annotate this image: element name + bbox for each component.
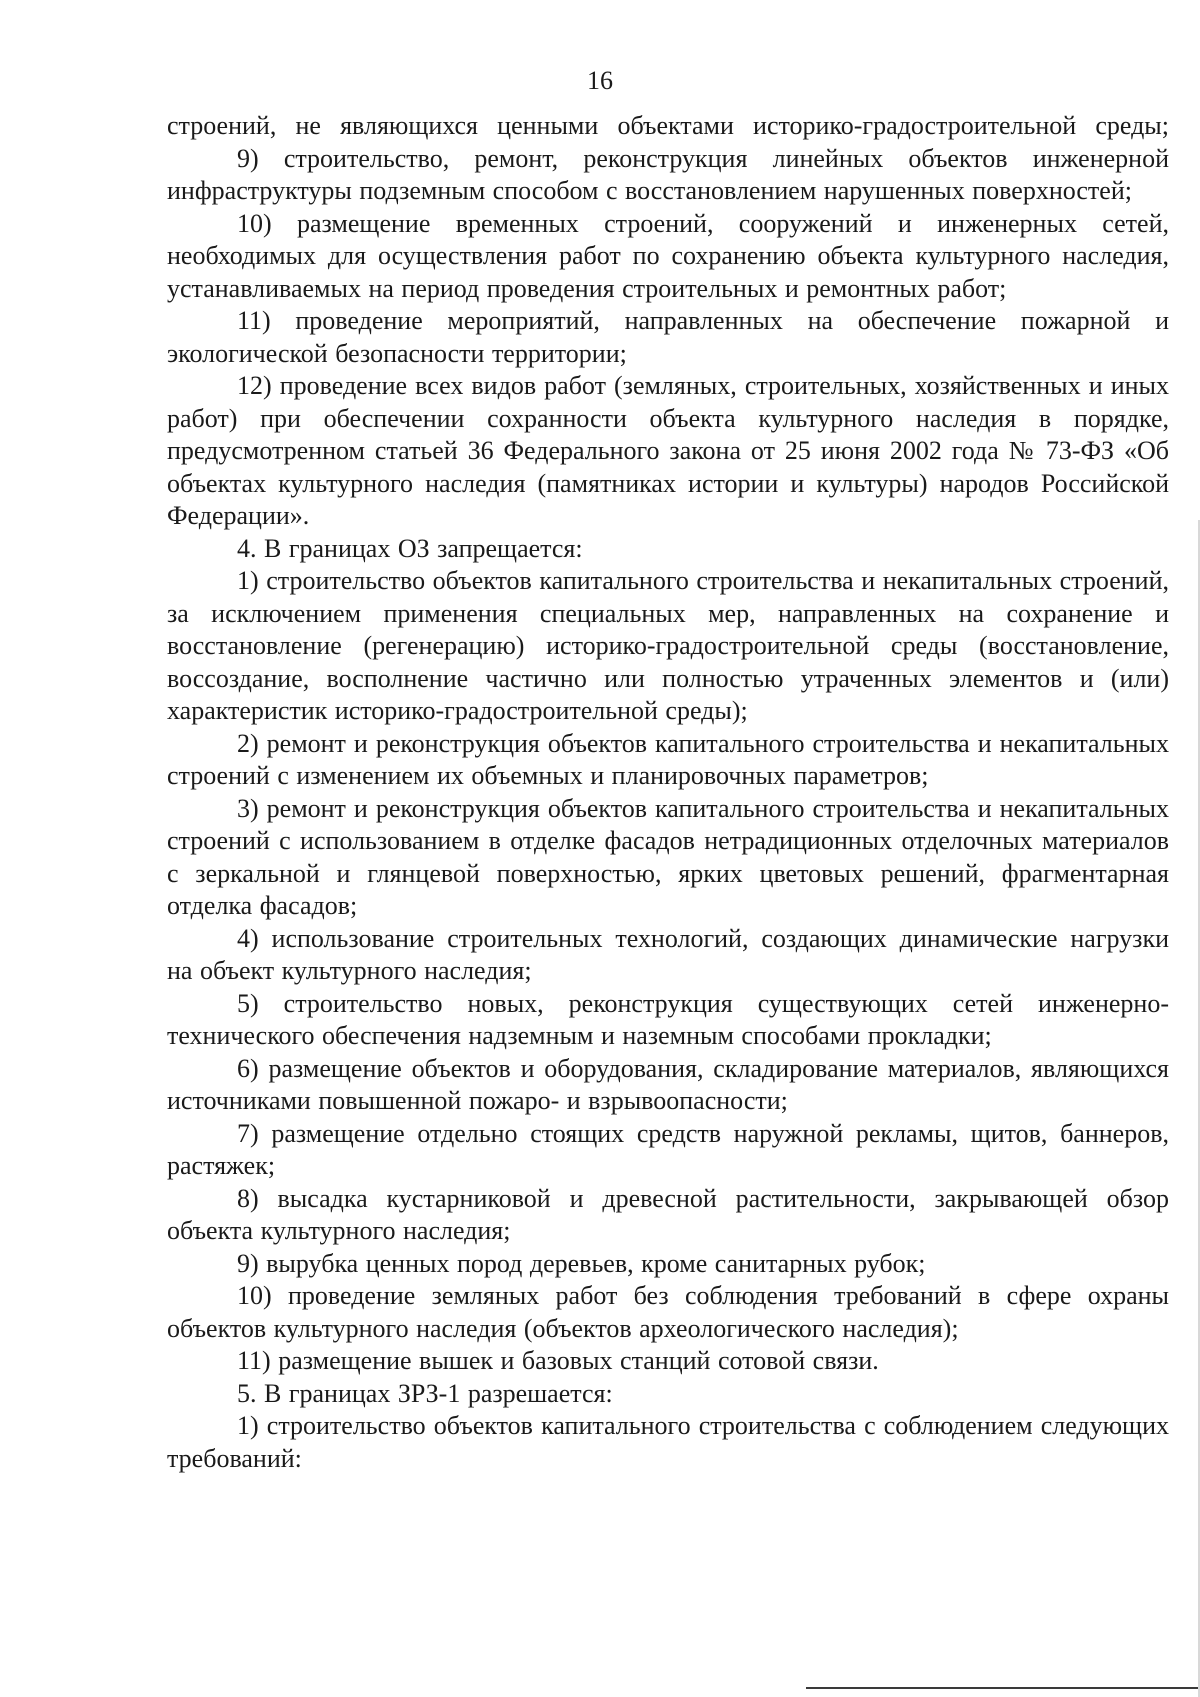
paragraph-item-12: 12) проведение всех видов работ (земляных, строительных, хозяйственных и иных работ) при обеспечении сохранности объекта культурного наследия в порядке, предусмотренном статьей 36 Федерального закона от 25 июня 2002 года № 73-ФЗ «Об объектах культурного наследия (памятниках истории и культуры) народов Российской Федерации». — [167, 371, 1169, 530]
paragraph-prohibition-2: 2) ремонт и реконструкция объектов капитального строительства и некапитальных строений с изменением их объемных и планировочных параметров; — [167, 728, 1169, 790]
section-heading-5: 5. В границах ЗРЗ-1 разрешается: — [237, 1378, 613, 1408]
paragraph-item-10: 10) размещение временных строений, сооружений и инженерных сетей, необходимых для осуществления работ по сохранению объекта культурного наследия, устанавливаемых на период проведения строительных и ремонтных работ; — [167, 208, 1169, 303]
page-number: 16 — [587, 66, 613, 95]
paragraph-permission-1: 1) строительство объектов капитального строительства с соблюдением следующих требований: — [167, 1411, 1169, 1473]
paragraph-prohibition-5: 5) строительство новых, реконструкция существующих сетей инженерно-технического обеспечения надземным и наземным способами прокладки; — [167, 988, 1169, 1050]
paragraph-prohibition-6: 6) размещение объектов и оборудования, складирование материалов, являющихся источниками повышенной пожаро- и взрывоопасности; — [167, 1053, 1169, 1115]
section-heading-4: 4. В границах ОЗ запрещается: — [237, 533, 583, 563]
paragraph-prohibition-3: 3) ремонт и реконструкция объектов капитального строительства и некапитальных строений с использованием в отделке фасадов нетрадиционных отделочных материалов с зеркальной и глянцевой поверхностью, ярких цветовых решений, фрагментарная отделка фасадов; — [167, 793, 1169, 920]
paragraph-item-9: 9) строительство, ремонт, реконструкция линейных объектов инженерной инфраструктуры подземным способом с восстановлением нарушенных поверхностей; — [167, 143, 1169, 205]
paragraph-prohibition-1: 1) строительство объектов капитального строительства и некапитальных строений, за исключением применения специальных мер, направленных на сохранение и восстановление (регенерацию) историко-градостроительной среды (восстановление, воссоздание, восполнение частично или полностью утраченных элементов и (или) характеристик историко-градостроительной среды); — [167, 566, 1169, 725]
paragraph-continuation: строений, не являющихся ценными объектами историко-градостроительной среды; — [167, 111, 1169, 140]
paragraph-prohibition-9: 9) вырубка ценных пород деревьев, кроме санитарных рубок; — [237, 1248, 926, 1278]
paragraph-prohibition-7: 7) размещение отдельно стоящих средств наружной рекламы, щитов, баннеров, растяжек; — [167, 1118, 1169, 1180]
paragraph-prohibition-10: 10) проведение земляных работ без соблюдения требований в сфере охраны объектов культурного наследия (объектов археологического наследия); — [167, 1281, 1169, 1343]
paragraph-prohibition-11: 11) размещение вышек и базовых станций сотовой связи. — [237, 1346, 879, 1375]
document-body — [167, 110, 1169, 1475]
paragraph-prohibition-8: 8) высадка кустарниковой и древесной растительности, закрывающей обзор объекта культурного наследия; — [167, 1183, 1169, 1245]
scan-edge-line — [806, 1687, 1200, 1689]
paragraph-item-11: 11) проведение мероприятий, направленных на обеспечение пожарной и экологической безопасности территории; — [167, 306, 1169, 368]
paragraph-prohibition-4: 4) использование строительных технологий, создающих динамические нагрузки на объект культурного наследия; — [167, 923, 1169, 985]
